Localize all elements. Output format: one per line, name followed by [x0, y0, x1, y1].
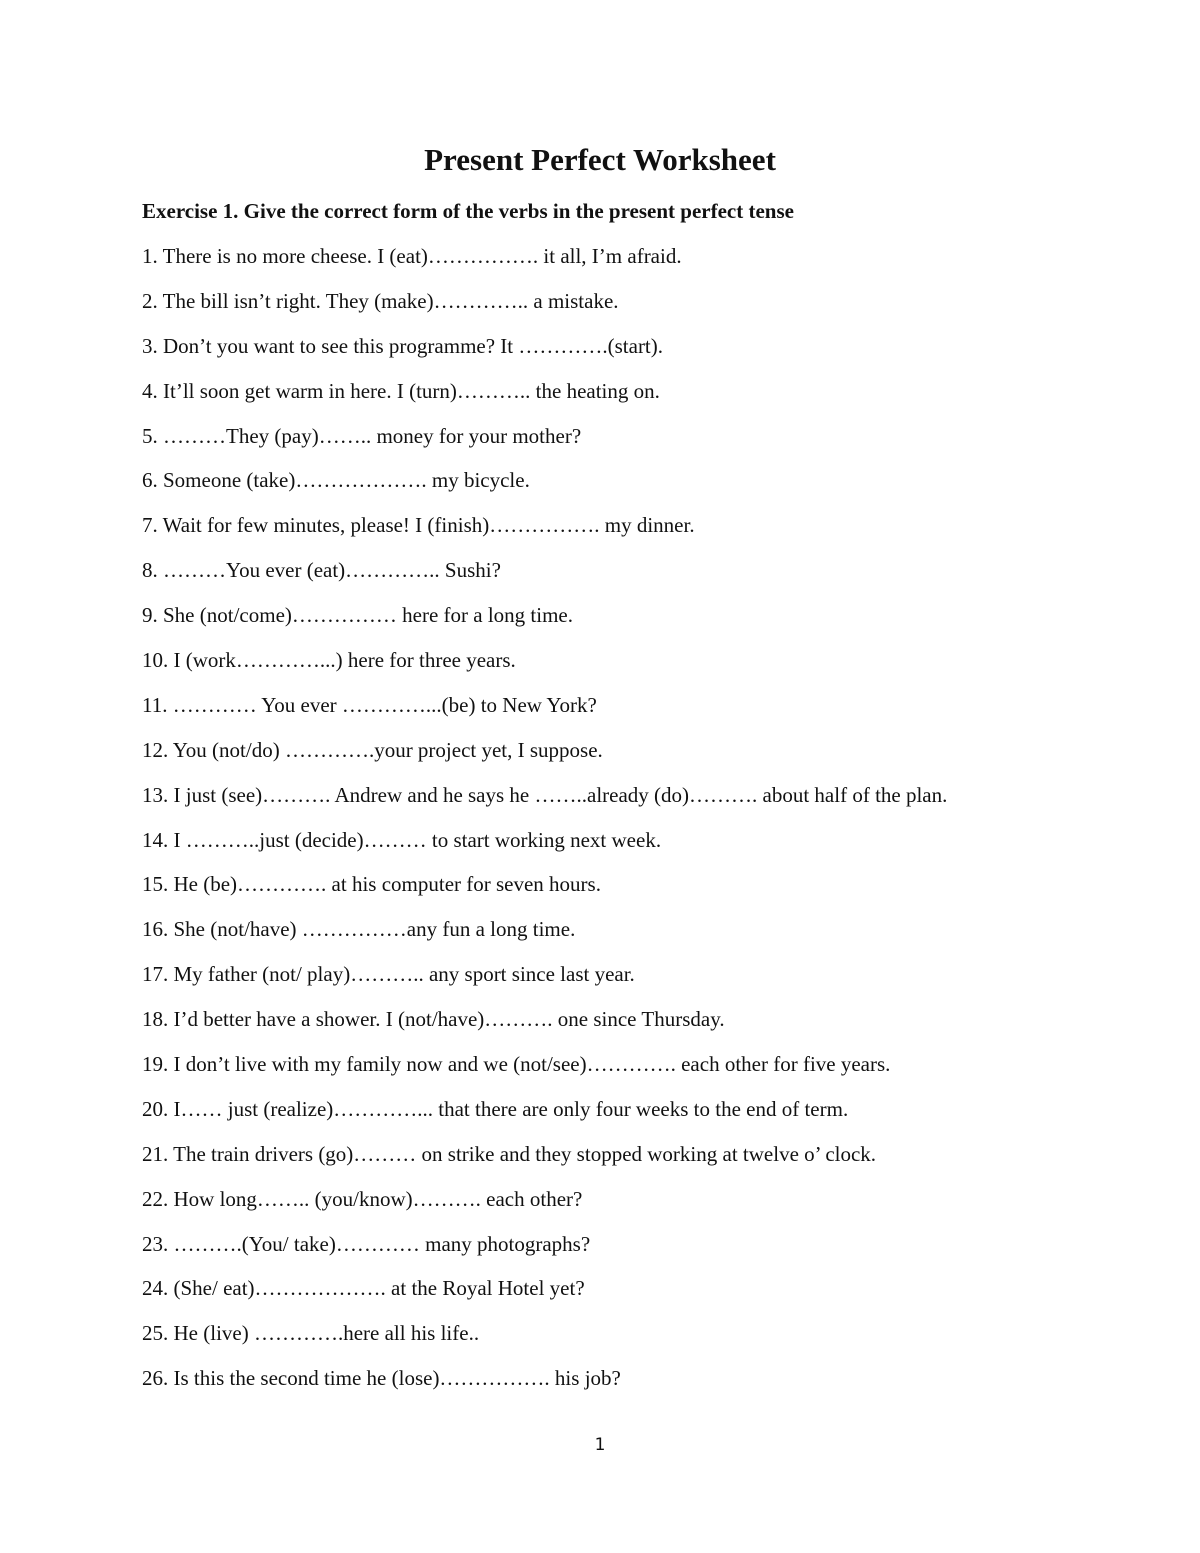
question-item: 16. She (not/have) ……………any fun a long time. — [142, 917, 576, 942]
question-item: 24. (She/ eat)………………. at the Royal Hotel yet? — [142, 1276, 585, 1301]
question-item: 4. It’ll soon get warm in here. I (turn)……….. the heating on. — [142, 378, 660, 403]
question-item: 17. My father (not/ play)……….. any sport since last year. — [142, 962, 635, 987]
question-item: 2. The bill isn’t right. They (make)………….. a mistake. — [142, 288, 619, 313]
question-item: 12. You (not/do) ………….your project yet, I suppose. — [142, 737, 603, 762]
question-item: 8. ………You ever (eat)………….. Sushi? — [142, 558, 501, 583]
question-item: 18. I’d better have a shower. I (not/have)………. one since Thursday. — [142, 1007, 725, 1032]
question-item: 13. I just (see)………. Andrew and he says he ……..already (do)………. about half of the plan. — [142, 782, 948, 807]
question-item: 23. ……….(You/ take)………… many photographs? — [142, 1231, 591, 1256]
question-item: 3. Don’t you want to see this programme? It ………….(start). — [142, 333, 664, 358]
question-item: 22. How long…….. (you/know)………. each other? — [142, 1186, 583, 1211]
question-item: 11. ………… You ever …………...(be) to New York? — [142, 692, 597, 717]
question-item: 10. I (work…………...) here for three years. — [142, 648, 516, 673]
question-item: 25. He (live) ………….here all his life.. — [142, 1321, 480, 1346]
question-item: 1. There is no more cheese. I (eat)……………. it all, I’m afraid. — [142, 244, 682, 268]
page-number: 1 — [594, 1435, 606, 1455]
question-item: 6. Someone (take)………………. my bicycle. — [142, 468, 530, 493]
question-item: 15. He (be)…………. at his computer for seven hours. — [142, 872, 601, 897]
question-item: 9. She (not/come)…………… here for a long time. — [142, 603, 573, 628]
question-item: 19. I don’t live with my family now and we (not/see)…………. each other for five years. — [142, 1052, 891, 1077]
question-item: 7. Wait for few minutes, please! I (finish)……………. my dinner. — [142, 513, 695, 538]
question-item: 21. The train drivers (go)……… on strike and they stopped working at twelve o’ clock. — [142, 1141, 877, 1166]
question-item: 5. ………They (pay)…….. money for your mother? — [142, 423, 582, 448]
question-item: 14. I ………..just (decide)……… to start working next week. — [142, 827, 662, 852]
question-item: 20. I…… just (realize)…………... that there are only four weeks to the end of term. — [142, 1096, 849, 1121]
page-title: Present Perfect Worksheet — [424, 142, 776, 177]
exercise-heading: Exercise 1. Give the correct form of the verbs in the present perfect tense — [142, 199, 794, 223]
question-item: 26. Is this the second time he (lose)……………. his job? — [142, 1366, 621, 1391]
question-list — [142, 241, 947, 1408]
